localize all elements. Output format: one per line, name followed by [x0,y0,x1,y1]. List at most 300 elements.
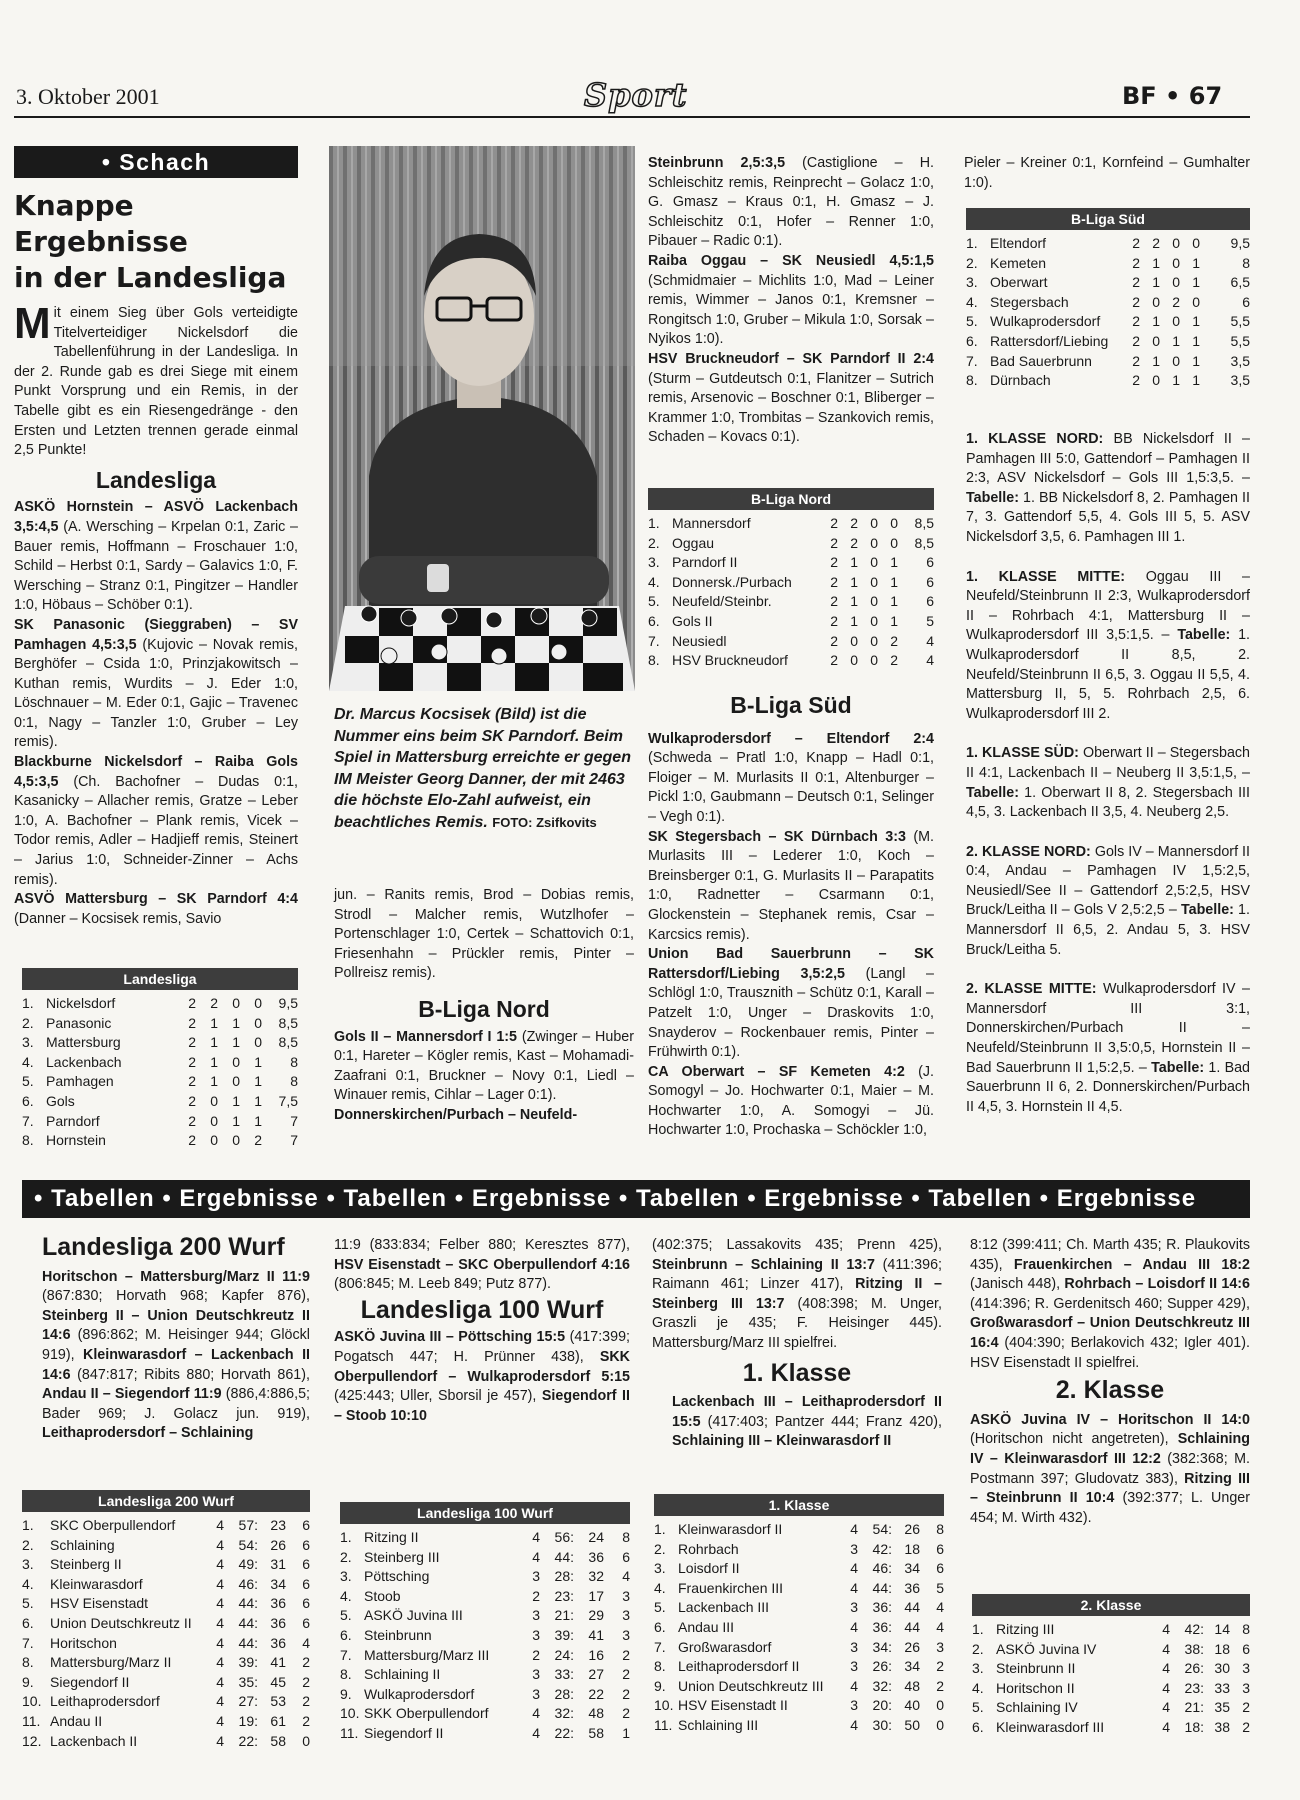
table-cell: 46: [238,1575,258,1592]
table-cell: 4 [216,1536,224,1553]
table-row [654,1540,944,1560]
klasse-text: Wulkaprodersdorf IV – Mannersdorf III 3:1, Donnerskirchen/Purbach II – Neufeld/Steinbrunn II 3,5:0,5, Hornstein II – Bad Sauerbrunn II 1,5:2,5. – [966,981,1250,1076]
result-title: Union Bad Sauerbrunn – SK Rattersdorf/Liebing 3,5:2,5 [648,946,934,982]
table-cell: 8 [290,1053,298,1070]
table-cell: 18: [1184,1718,1204,1735]
table-cell: 1. [340,1529,352,1545]
table-row [972,1640,1250,1660]
team-name: Rattersdorf/Liebing [990,332,1109,349]
team-name: HSV Bruckneudorf [672,652,788,669]
table-cell: 0 [232,995,240,1011]
table-cell: 6 [622,1548,630,1565]
table-cell: 3 [622,1607,630,1624]
table-cell: 28: [554,1568,574,1585]
table-cell: 2. [22,1014,34,1031]
table-cell: 6 [1242,293,1250,310]
table-cell: 3. [340,1568,352,1585]
table-cell: 48 [588,1705,604,1722]
table-cell: 12. [22,1732,42,1749]
result-text: (Langl – Schlögl 1:0, Trausznith – Schütz 0:1, Karall – Patzelt 1:0, Unger – Draskovits 1:0, Snayderov – Rockenbauer remis, Pinter – Frühwirth 0:1). [648,965,934,1061]
table-label: Tabelle: [1151,1059,1205,1076]
photo-caption [334,704,634,833]
table-cell: 4 [216,1634,224,1651]
result-paragraph [648,350,934,448]
table-cell: 2 [830,612,838,629]
table-row [972,1718,1250,1738]
table-cell: 6. [966,332,978,349]
table-cell: 6 [302,1556,310,1573]
table-cell: 4 [216,1517,224,1533]
table-cell: 4 [850,1579,858,1596]
table-cell: 23 [270,1517,286,1533]
table-cell: 1 [1152,274,1160,291]
table-cell: 4 [532,1548,540,1565]
result-paragraph [648,252,934,350]
subhead-bliga-sued: B-Liga Süd [730,692,852,718]
table-cell: 2 [830,632,838,649]
table-cell: 1 [890,573,898,590]
team-name: Nickelsdorf [46,995,116,1011]
table-cell: 2 [936,1677,944,1694]
kicker: • Schach [14,146,298,178]
table-cell: 54: [872,1521,892,1537]
table-cell: 6. [22,1092,34,1109]
table-cell: 0 [232,1132,240,1149]
article-column-2 [334,886,634,1126]
table-row [966,371,1250,391]
table-cell: 2 [188,1014,196,1031]
table-cell: 5,5 [1230,332,1250,349]
table-cell: 36 [270,1634,286,1651]
table-bliga-sued [966,208,1250,391]
table-cell: 57: [238,1517,258,1533]
table-cell: 33 [1214,1679,1230,1696]
result-paragraph [648,1063,934,1141]
table-row [654,1579,944,1599]
table-cell: 6 [926,573,934,590]
table-cell: 4. [966,293,978,310]
table-cell: 7. [22,1634,34,1651]
team-name: Oberwart [990,274,1048,291]
table-cell: 4 [216,1614,224,1631]
table-cell: 1 [1172,332,1180,349]
team-name: ASKÖ Juvina IV [996,1640,1097,1657]
table-cell: 26 [270,1536,286,1553]
team-name: Schlaining IV [996,1699,1078,1716]
result-title: Andau II – Siegendorf 11:9 [42,1386,222,1403]
table-klasse1 [654,1494,944,1736]
table-row [340,1646,630,1666]
team-name: Lackenbach [46,1053,122,1070]
table-cell: 21: [554,1607,574,1624]
table-cell: 1. [972,1621,984,1637]
table-cell: 5. [22,1073,34,1090]
result-title: HSV Eisenstadt – SKC Oberpullendorf 4:16 [334,1256,630,1273]
klasse-table-text: 1. Oberwart II 8, 2. Stegersbach III 4,5, 3. Lackenbach II 3,5, 4. Neuberg 2,5. [966,784,1250,821]
table-cell: 9,5 [1230,235,1250,251]
table-cell: 2 [1172,293,1180,310]
table-cell: 2 [188,1092,196,1109]
table-cell: 49: [238,1556,258,1573]
table-cell: 8 [1242,1621,1250,1637]
table-cell: 4 [1162,1660,1170,1677]
result-title: Steinbrunn – Schlaining II 13:7 [652,1256,875,1273]
table-cell: 23: [1184,1679,1204,1696]
table-row [340,1528,630,1548]
table-cell: 35 [1214,1699,1230,1716]
table-cell: 0 [1172,352,1180,369]
table-cell: 4 [532,1529,540,1545]
table-row [972,1679,1250,1699]
result-title: HSV Bruckneudorf – SK Parndorf II 2:4 [648,350,934,367]
table-cell: 1 [1192,274,1200,291]
team-name: Parndorf [46,1112,100,1129]
table-cell: 0 [936,1716,944,1733]
result-title: Schlaining III – Kleinwarasdorf II [672,1433,892,1450]
team-name: Lackenbach III [678,1599,770,1616]
subhead-klasse1: 1. Klasse [742,1358,852,1387]
table-cell: 2 [188,995,196,1011]
table-cell: 4 [216,1654,224,1671]
table-row [654,1520,944,1540]
team-name: Parndorf II [672,554,738,571]
table-cell: 1 [890,612,898,629]
team-name: Großwarasdorf [678,1638,772,1655]
table-cell: 4 [850,1716,858,1733]
table-cell: 34 [904,1658,920,1675]
table-cell: 3 [622,1626,630,1643]
table-cell: 41 [588,1626,604,1643]
table-cell: 44: [238,1614,258,1631]
table-cell: 0 [1172,274,1180,291]
table-cell: 35: [238,1673,258,1690]
table-cell: 8,5 [278,1014,298,1031]
table-row [22,1653,310,1673]
bowling-paragraph [970,1236,1250,1373]
article-column-1 [14,146,298,929]
table-cell: 2 [622,1646,630,1663]
table-row [22,1673,310,1693]
table-cell: 56: [554,1529,574,1545]
result-text: (408:398; M. Unger, Graszli je 435; F. Heisinger 445). Mattersburg/Marz III spielfrei. [652,1295,942,1351]
result-title: ASVÖ Mattersburg – SK Parndorf 4:4 [14,891,298,908]
table-cell: 2 [622,1685,630,1702]
table-cell: 2 [302,1712,310,1729]
table-cell: 5. [972,1699,984,1716]
result-text: (M. Murlasits III – Lederer 1:0, Koch – Breinsberger 0:1, G. Murlasits II – Parapatits 1:0, Radnetter – Csarmann 0:1, Glockenstein – Stephanek remis, Csar – Karcsics remis). [648,828,934,943]
table-cell: 45 [270,1673,286,1690]
table-row [966,293,1250,313]
table-row [654,1696,944,1716]
team-name: Wulkaprodersdorf [364,1685,475,1702]
table-row [648,592,934,612]
table-row [22,1033,298,1053]
table-row [340,1606,630,1626]
table-row [22,1053,298,1073]
table-cell: 7 [290,1132,298,1149]
table-cell: 1 [1172,372,1180,389]
table-cell: 2 [830,554,838,571]
table-cell: 6 [302,1536,310,1553]
klasse-title: 1. KLASSE NORD: [966,431,1104,447]
table-cell: 4 [850,1618,858,1635]
team-name: Steinberg III [364,1548,440,1565]
table-cell: 50 [904,1716,920,1733]
table-cell: 4. [22,1575,34,1592]
team-name: Siegendorf II [50,1673,130,1690]
table-cell: 5,5 [1230,313,1250,330]
result-text: (Ch. Bachofner – Dudas 0:1, Kasanicky – Allacher remis, Gratze – Leber 1:0, A. Bachofner – Plank remis, Vicek – Todor remis, Adler – Hadjieff remis, Steinert – Jarius 1:0, Schneider-Zinner – Achs remis). [14,773,298,888]
table-cell: 4 [216,1732,224,1749]
table-cell: 36 [588,1548,604,1565]
table-landesliga [22,968,298,1151]
article-column-3b [648,692,935,1141]
table-row [972,1620,1250,1640]
table-cell: 8 [1242,254,1250,271]
table-cell: 0 [850,652,858,669]
team-name: Neusiedl [672,632,727,649]
table-cell: 10. [22,1693,42,1710]
table-cell: 4 [1162,1640,1170,1657]
table-row [648,514,934,534]
table-cell: 3 [850,1638,858,1655]
table-row [340,1724,630,1744]
table-cell: 2 [1132,235,1140,251]
table-ll200 [22,1490,310,1751]
table-cell: 36: [872,1618,892,1635]
table-cell: 1. [966,235,978,251]
result-title: ASKÖ Juvina IV – Horitschon II 14:0 [970,1411,1250,1428]
table-cell: 1 [890,593,898,610]
table-cell: 26: [1184,1660,1204,1677]
table-cell: 0 [232,1073,240,1090]
table-cell: 41 [270,1654,286,1671]
table-cell: 0 [1152,293,1160,310]
table-title: Landesliga [22,968,298,990]
table-cell: 1 [232,1034,240,1051]
table-ll100 [340,1502,630,1744]
team-name: Frauenkirchen III [678,1579,784,1596]
result-title: Steinbrunn 2,5:3,5 [648,155,786,171]
table-cell: 18 [1214,1640,1230,1657]
result-title: Rohrbach – Loisdorf II 14:6 [1064,1276,1250,1293]
table-cell: 3 [936,1638,944,1655]
result-text: (896:862; M. Heisinger 944; Glöckl 919), [42,1327,310,1363]
table-cell: 6 [1242,1640,1250,1657]
table-cell: 0 [1192,293,1200,310]
table-cell: 4 [926,652,934,669]
table-cell: 4 [1162,1699,1170,1716]
table-cell: 2. [654,1540,666,1557]
result-text: (404:390; Berlakovich 432; Igler 401). HSV Eisenstadt II spielfrei. [970,1334,1250,1371]
result-text: (382:368; M. Postmann 397; Gludovatz 383), [970,1450,1250,1487]
table-cell: 10. [340,1705,360,1722]
table-cell: 0 [1172,313,1180,330]
table-cell: 1. [654,1521,666,1537]
table-cell: 1 [254,1053,262,1070]
table-cell: 0 [936,1697,944,1714]
table-cell: 22: [554,1724,574,1741]
team-name: Union Deutschkreutz II [50,1614,192,1631]
result-title: Donnerskirchen/Purbach – Neufeld- [334,1106,578,1123]
result-title: Großwarasdorf – Union Deutschkreutz III 16:4 [970,1315,1250,1351]
table-cell: 1 [850,554,858,571]
table-cell: 44: [554,1548,574,1565]
table-cell: 22 [588,1685,604,1702]
result-text: (886,4:886,5; Bader 969; J. Golacz jun. 919), [42,1386,310,1422]
result-text: (Schweda – Pratl 1:0, Knapp – Hadl 0:1, Floiger – M. Murlasits II 0:1, Altenburger – Pickl 1:0, Gaubmann – Deutsch 0:1, Selinger – Vegh 0:1). [648,750,934,825]
table-cell: 44: [238,1634,258,1651]
table-cell: 31 [270,1556,286,1573]
table-cell: 1 [1192,313,1200,330]
table-cell: 36 [904,1579,920,1596]
table-cell: 2 [1152,235,1160,251]
table-cell: 4 [532,1724,540,1741]
table-row [966,234,1250,254]
table-cell: 17 [588,1587,604,1604]
table-cell: 3 [1242,1679,1250,1696]
team-name: ASKÖ Juvina III [364,1607,463,1624]
table-cell: 2 [532,1646,540,1663]
table-row [654,1598,944,1618]
table-cell: 30 [1214,1660,1230,1677]
table-cell: 3 [532,1685,540,1702]
team-name: Steinberg II [50,1556,122,1573]
table-cell: 6 [302,1595,310,1612]
table-cell: 6 [936,1540,944,1557]
result-title: Lackenbach III – Leithaprodersdorf II 15:5 [672,1394,942,1430]
result-title: Wulkaprodersdorf – Eltendorf 2:4 [648,730,934,747]
table-cell: 1 [232,1112,240,1129]
header-rule [14,116,1250,118]
table-cell: 44: [872,1579,892,1596]
table-cell: 2 [1242,1718,1250,1735]
table-cell: 36 [270,1614,286,1631]
table-cell: 3 [850,1658,858,1675]
table-cell: 6. [22,1614,34,1631]
table-cell: 4 [216,1575,224,1592]
subhead-ll200: Landesliga 200 Wurf [42,1233,285,1261]
table-cell: 1 [232,1092,240,1109]
table-cell: 5 [936,1579,944,1596]
table-cell: 3. [648,554,660,571]
table-row [22,1555,310,1575]
result-text: (Sturm – Gutdeutsch 0:1, Flanitzer – Sutrich remis, Arsenovic – Boschner 0:1, Bliberger – Krammer 1:0, Trombitas – Szankovich remis, Schaden – Kovacs 0:1). [648,370,934,446]
table-cell: 14 [1214,1621,1230,1637]
table-cell: 34: [872,1638,892,1655]
table-cell: 1 [210,1053,218,1070]
team-name: Siegendorf II [364,1724,444,1741]
team-name: Kleinwarasdorf II [678,1521,783,1537]
subhead-landesliga: Landesliga [95,466,217,493]
team-name: Loisdorf II [678,1560,740,1577]
table-cell: 4 [532,1705,540,1722]
table-cell: 7. [22,1112,34,1129]
table-cell: 36 [270,1595,286,1612]
intro-paragraph [14,299,298,461]
table-cell: 1. [22,1517,34,1533]
table-row [966,332,1250,352]
table-cell: 5. [648,593,660,610]
table-cell: 54: [238,1536,258,1553]
klasse-title: 1. KLASSE MITTE: [966,568,1126,585]
subhead-ll100: Landesliga 100 Wurf [360,1295,604,1324]
table-title: B-Liga Süd [966,208,1250,230]
table-cell: 4 [1162,1679,1170,1696]
table-cell: 27 [588,1666,604,1683]
lower-column-1 [22,1232,310,1444]
table-cell: 3 [532,1626,540,1643]
table-cell: 6 [926,554,934,571]
bowling-paragraph [970,1411,1250,1529]
table-cell: 2 [532,1587,540,1604]
klasse-paragraph [966,843,1250,961]
table-cell: 1 [254,1073,262,1090]
klasse-title: 2. KLASSE MITTE: [966,981,1097,998]
result-text: (417:403; Pantzer 444; Franz 420), [700,1413,942,1430]
table-cell: 7. [340,1646,352,1663]
table-row [654,1716,944,1736]
result-text: (392:377; L. Unger 454; M. Wirth 432). [970,1490,1250,1526]
team-name: Dürnbach [990,372,1051,389]
table-cell: 4 [1162,1621,1170,1637]
team-name: HSV Eisenstadt [50,1595,149,1612]
result-title: ASKÖ Juvina III – Pöttsching 15:5 [334,1329,566,1346]
table-cell: 2 [254,1132,262,1149]
table-cell: 1 [1192,254,1200,271]
table-row [22,1072,298,1092]
table-cell: 36: [872,1599,892,1616]
table-cell: 2 [1132,332,1140,349]
table-cell: 4 [216,1556,224,1573]
table-cell: 2 [188,1112,196,1129]
table-row [22,1594,310,1614]
team-name: Horitschon II [996,1679,1075,1696]
table-cell: 58 [588,1724,604,1741]
table-cell: 3. [972,1660,984,1677]
table-cell: 4 [302,1634,310,1651]
table-cell: 3. [22,1556,34,1573]
table-cell: 2 [830,593,838,610]
table-cell: 2 [830,652,838,669]
table-cell: 32: [554,1705,574,1722]
result-title: Kleinwarasdorf – Lackenbach II 14:6 [42,1346,311,1383]
table-cell: 32 [588,1568,604,1585]
table-cell: 3 [532,1607,540,1624]
headline [14,188,298,296]
table-cell: 0 [870,554,878,571]
table-cell: 0 [870,534,878,551]
table-cell: 44: [238,1595,258,1612]
table-cell: 2. [340,1548,352,1565]
team-name: Ritzing II [364,1529,419,1545]
table-cell: 2. [972,1640,984,1657]
table-cell: 8 [290,1073,298,1090]
article-column-4 [964,154,1250,193]
result-paragraph [14,753,298,890]
table-cell: 0 [254,1014,262,1031]
table-row [648,573,934,593]
table-cell: 38: [1184,1640,1204,1657]
table-cell: 6 [926,593,934,610]
table-cell: 5. [22,1595,34,1612]
table-cell: 2 [890,632,898,649]
klasse-table-text: 1. Wulkaprodersdorf II 8,5, 2. Neufeld/Steinbrunn II 6,5, 3. Oggau II 5,5, 4. Mattersburg II, 5, 5. Rohrbach 2,5, 6. Wulkaprodersdorf III 2. [966,627,1250,722]
table-title: B-Liga Nord [648,488,934,510]
table-cell: 2 [188,1132,196,1149]
table-cell: 1 [210,1073,218,1090]
team-name: Oggau [672,534,715,551]
